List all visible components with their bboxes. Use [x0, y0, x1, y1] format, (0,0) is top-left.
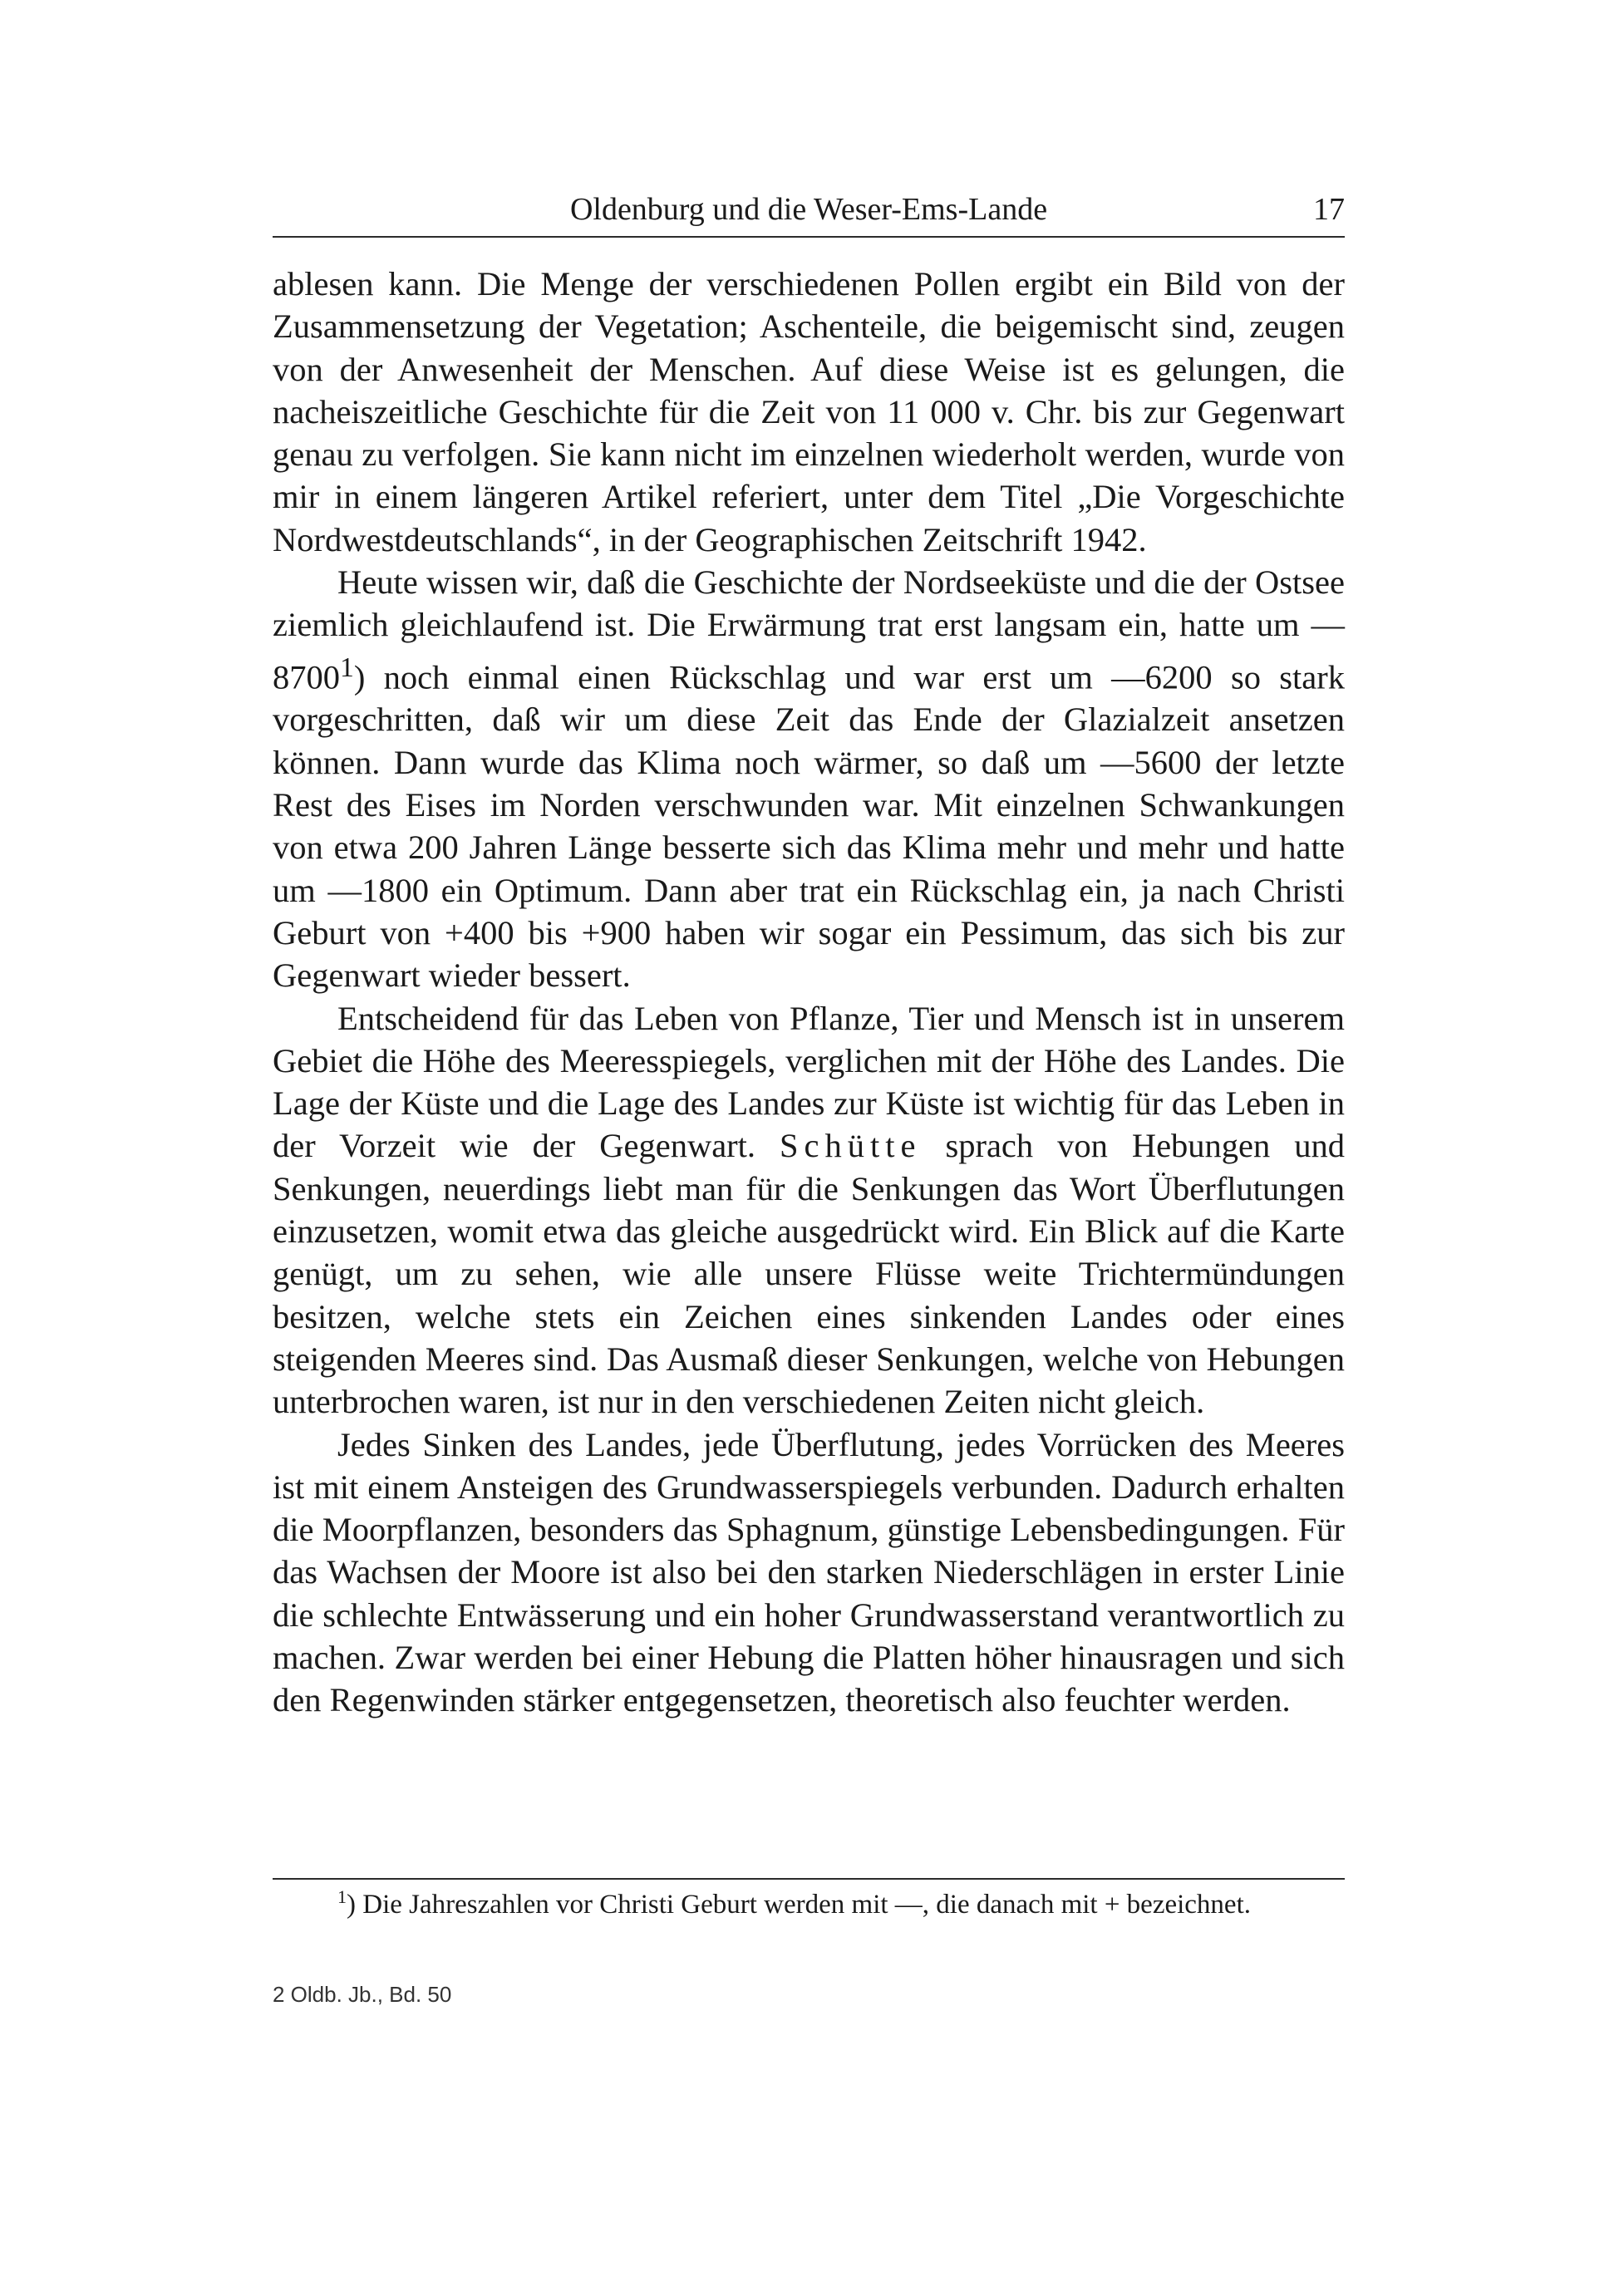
book-page: [273, 0, 1345, 2296]
paragraph-3-part-2: sprach von Hebungen und Senkungen, neuerdings liebt man für die Senkungen das Wort Überflutungen einzusetzen, womit etwa das gleiche ausgedrückt wird. Ein Blick auf die Karte genügt, um zu sehen, wie alle unsere Flüsse weite Trichtermündungen besitzen, welche stets ein Zeichen eines sinkenden Landes oder eines steigenden Meeres sind. Das Ausmaß dieser Senkungen, welche von Hebungen unterbrochen waren, ist nur in den verschiedenen Zeiten nicht gleich.: [273, 1127, 1345, 1421]
printer-signature: 2 Oldb. Jb., Bd. 50: [273, 1982, 452, 2007]
paragraph-4: Jedes Sinken des Landes, jede Überflutung, jedes Vorrücken des Meeres ist mit einem Ansteigen des Grundwasserspiegels verbunden. Dadurch erhalten die Moorpflanzen, besonders das Sphagnum, günstige Lebensbedingungen. Für das Wachsen der Moore ist also bei den starken Niederschlägen in erster Linie die schlechte Entwässerung und ein hoher Grundwasserstand verantwortlich zu machen. Zwar werden bei einer Hebung die Platten höher hinausragen und sich den Regenwinden stärker entgegensetzen, theoretisch also feuchter werden.: [273, 1425, 1345, 1719]
paragraph-2-part-1: Heute wissen wir, daß die Geschichte der Nordseeküste und die der Ostsee ziemlich gleichlaufend ist. Die Erwärmung trat erst langsam ein, hatte um —8700: [273, 563, 1345, 696]
footnote-rule: [273, 1878, 1345, 1880]
paragraph-1: ablesen kann. Die Menge der verschiedenen Pollen ergibt ein Bild von der Zusammensetzung der Vegetation; Aschenteile, die beigemischt sind, zeugen von der Anwesenheit der Menschen. Auf diese Weise ist es gelungen, die nacheiszeitliche Geschichte für die Zeit von 11 000 v. Chr. bis zur Gegenwart genau zu verfolgen. Sie kann nicht im einzelnen wiederholt werden, wurde von mir in einem längeren Artikel referiert, unter dem Titel „Die Vorgeschichte Nordwestdeutschlands“, in der Geographischen Zeitschrift 1942.: [273, 265, 1345, 558]
author-name-schuette: Schütte: [780, 1127, 922, 1165]
footnote-marker: 1: [337, 1886, 347, 1907]
footnote-text: ) Die Jahreszahlen vor Christi Geburt werden mit —, die danach mit + bezeichnet.: [347, 1890, 1252, 1920]
running-head: [273, 186, 1345, 233]
header-rule: [273, 236, 1345, 238]
paragraph-3: [273, 997, 1345, 1423]
paragraph-2-part-2: ) noch einmal einen Rückschlag und war erst um —6200 so stark vorgeschritten, daß wir um diese Zeit das Ende der Glazialzeit ansetzen können. Dann wurde das Klima noch wärmer, so daß um —5600 der letzte Rest des Eises im Norden verschwunden war. Mit einzelnen Schwankungen von etwa 200 Jahren Länge besserte sich das Klima mehr und mehr und hatte um —1800 ein Optimum. Dann aber trat ein Rückschlag ein, ja nach Christi Geburt von +400 bis +900 haben wir sogar ein Pessimum, das sich bis zur Gegenwart wieder bessert.: [273, 658, 1345, 995]
paragraph-2: [273, 561, 1345, 996]
running-title: Oldenburg und die Weser-Ems-Lande: [569, 192, 1048, 227]
footnote-reference: 1: [340, 651, 354, 683]
footnote: [273, 1886, 1345, 1923]
page-number: 17: [1313, 192, 1345, 227]
body-text: [273, 263, 1345, 1722]
paragraph-3-part-1: Entscheidend für das Leben von Pflanze, Tier und Mensch ist in unserem Gebiet die Höhe des Meeresspiegels, verglichen mit der Höhe des Landes. Die Lage der Küste und die Lage des Landes zur Küste ist wichtig für das Leben in der Vorzeit wie der Gegenwart.: [273, 999, 1345, 1165]
